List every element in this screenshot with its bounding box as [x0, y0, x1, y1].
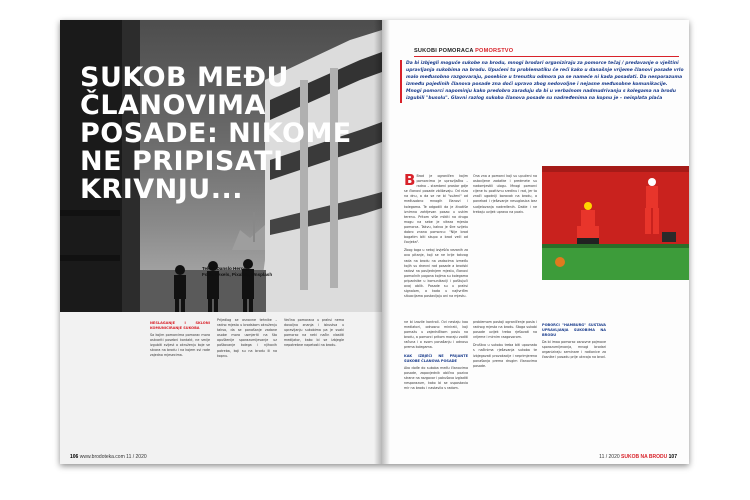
article-credits [202, 266, 272, 278]
title-line: ČLANOVIMA [80, 90, 266, 121]
spread-gutter [374, 20, 390, 464]
article-title [80, 64, 352, 204]
drop-cap: B [404, 171, 416, 189]
title-line: POSADE: NIKOME [80, 118, 352, 149]
left-page [60, 20, 382, 464]
footer-brand: SUKOB NA BRODU [621, 454, 668, 460]
text-column [284, 318, 344, 352]
text-column [473, 320, 537, 372]
paragraph: Ako dođe do sukoba među članovima posade, zapovjednik obično poziva strane na razgovor i pokušava izgladiti nesporazum, kako bi se uspostavio mir na brodu i nastavilo s radom. [404, 365, 468, 390]
text-column [404, 320, 468, 394]
section-rule [414, 56, 679, 57]
right-page [382, 20, 689, 464]
footer-url: www.brodoteka.com [79, 454, 125, 460]
text-column [150, 318, 210, 361]
footer-right [599, 454, 677, 460]
paragraph: Da bi imao pomorac osnovne pojmove sporazumijevanja, mnogi brodari organiziraju seminare i radionice za časnike i posadu prije ukrcaja na brod. [542, 340, 606, 360]
lead-paragraph: Da bi izbjegli moguće sukobe na brodu, mnogi brodari organiziraju za pomorce tečaj / predavanje o vještini upravljanja sukobima na brodu. Upućeni tu problematiku će reći kako u današnje vrijeme članovi posade vrlo malo međusobno razgovaraju, posebice u trenutku odmora pa se nameće ni kada posadati. Da nesporazuma između pojedinih članova posade zna doći upravo zbog nedovoljne i nejasne međusobne komunikacije. Mnogi pomorci napominju kako predobro zaraduju da bi u verbalnom nadmudrivanju s kolegama na brodu izgubili "busolu". Glavni razlog sukoba članova posade su nadređenima na kopnu je – neisplata plaća [400, 60, 684, 103]
paragraph: Društvo u sukobu treba biti upoznato s načinima rješavanja sukoba te izbjegavati provokacije i neprimjerena ponašanja prema drugim članovima posade. [473, 343, 537, 368]
page-number: 107 [668, 454, 677, 460]
ship-crew-photo [542, 166, 689, 280]
paragraph: Ona zna a pomorci koji su upućeni na ostavljene zadatke i predmete su nadomjestili ulogu. Mnogi pomorci cijene tu pozitivnu sredinu i rad, jer to znači ugodniji boravak na brodu, a ponekad i rješavanje nesuglasica bez sudjelovanja nadređenih. Dakle i ne trebaju uvijek upravo na poziv. [473, 174, 537, 214]
paragraph [404, 171, 468, 245]
title-line: KRIVNJU... [80, 174, 243, 205]
page-number: 106 [70, 454, 79, 460]
text-column [404, 171, 468, 302]
paragraph-text: Brod je ograničen kojim pomorcima je upravljačko – radno – stambeni prostor gdje se članovi posade zbližavaju. Od niza na dnu, a da se ne bi "suženi" od međusobno mnogih članovi i kolegama. Te odgodili da je životiše iznimno zahtjevan posao u uskim terenu. Pritom više mikiti na drugo mogu na sebe je viteza mjesta pomorca. Takvu, kakvo je šire svijetu dobro znano pomorcu: "Nije brod bogatim biti skupo a brod veći od čovjeka". [404, 174, 468, 245]
section-label-accent: POMORSTVO [475, 48, 514, 54]
photo-credit: Foto: Pexels, Pixabay, Unsplash [202, 272, 273, 277]
footer-left [70, 454, 147, 460]
paragraph: Većina pomoraca u praksi nema dovoljno znanja i iskustva u upravljanju sukobima pa je svaki pomorac na neki način vlastiti medijator, kako bi se izbjegle nepotrebne napetosti na brodu. [284, 318, 344, 348]
section-label-text: SUKOBI POMORACA [414, 48, 474, 54]
text-credit: Tekst: Danslo Herceg [202, 266, 249, 271]
paragraph: Zbog toga u nekoj izvješća vezanih za ovo pitanje, koji se ne krije takvog rada na brodu na zadacima između kojih su dnevni rad posade a brodski radovi na posljednjem mjestu, članovi pomoćnih pogona kojima su kolegama pripadnike u komunikaciji i poštujući ovaj oblik. Posade su u praksi signalom, a kada u najtvrđim situacijama postavljaju oni na mjestu. [404, 248, 468, 299]
title-line: NE PRIPISATI [80, 146, 284, 177]
text-column [473, 174, 537, 218]
column-subheading: NESLAGANJE I SKLONI KOMUNICIRANJE SUKOBA [150, 321, 210, 330]
paragraph: Prijedlog se osnovne tehnike – radno mjesto u brodskom okruženju takvo, da se ponašanje zadane osobe mora usmjeriti na što opuštenije sporazumijevanje uz poštovanje kolega i njihovih potreba, koji su na brodu ili na kopnu. [217, 318, 277, 358]
paragraph: problemom postoji ograničenje posla i radnog mjesta na brodu. Stoga sukobi posade uvijek treba rješavati na vrijeme i mirnim razgovorom. [473, 320, 537, 340]
text-column [217, 318, 277, 362]
text-column [542, 320, 606, 363]
title-line: SUKOB MEĐU [80, 62, 289, 93]
section-label [414, 48, 513, 54]
paragraph: Sa kojim pomorcima pomorac mora ostvariti posebni kontakt, ne smije izgubiti svijest o okruženju koje se stvara na brodu i na kojem svi rade zajedno mjesecima. [150, 333, 210, 358]
column-subheading: KAK IZBJEĆI NE PRIJANTE SUKOBE ČLANOVA POSADE [404, 353, 468, 363]
ship-crew-photo-illustration [542, 166, 689, 280]
footer-issue: 11 / 2020 [599, 454, 620, 460]
paragraph: ne bi izazile kontroli. Ovi nestaju kao mediatori, odnosno minirati, koji pomažu u zajedničkom poslu na brodu, a pomorci pritom moraju voditi računa i o svom ponašanju i odnosu prema kolegama. [404, 320, 468, 350]
magazine-spread [60, 20, 689, 464]
column-subheading: POBORCI "HAMBURG" SUSTAVA UPRAVLJANJA SUKOBIMA NA BRODU [542, 323, 606, 337]
footer-issue: 11 / 2020 [126, 454, 147, 460]
